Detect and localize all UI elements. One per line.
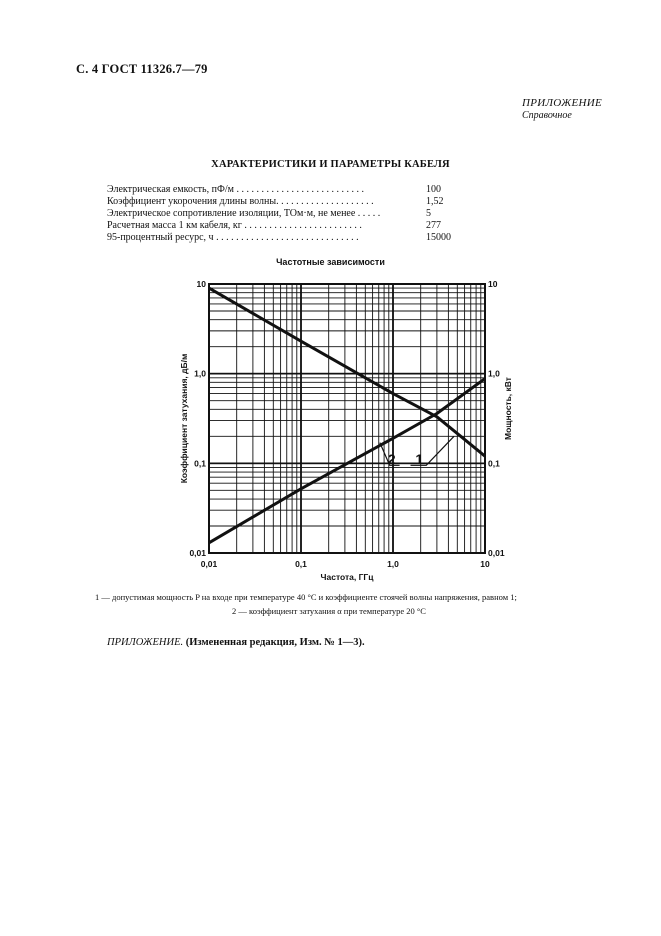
page-header: С. 4 ГОСТ 11326.7—79: [76, 62, 208, 76]
parameter-name: Электрическое сопротивление изоляции, ТОм·м, не менее . . . . .: [107, 208, 381, 219]
parameter-value: 15000: [426, 232, 451, 243]
note-curve-1: 1 — допустимая мощность P на входе при температуре 40 °С и коэффициенте стоячей волны напряжения, равном 1;: [95, 592, 517, 602]
appendix-label: ПРИЛОЖЕНИЕ: [522, 97, 602, 109]
footer-appendix: ПРИЛОЖЕНИЕ.: [107, 637, 184, 648]
x-tick-label: 1,0: [387, 559, 399, 569]
series-line-1: [209, 288, 485, 456]
section-title: ХАРАКТЕРИСТИКИ И ПАРАМЕТРЫ КАБЕЛЯ: [211, 159, 450, 170]
x-axis-label: Частота, ГГц: [320, 572, 374, 582]
curve-label-1: 1: [415, 451, 424, 468]
y-right-tick-label: 1,0: [488, 368, 500, 379]
chart-title: Частотные зависимости: [276, 257, 385, 267]
y-axis-left-label: Коэффициент затухания, дБ/м: [179, 353, 189, 484]
parameter-value: 1,52: [426, 196, 444, 207]
curve-label-2: 2: [387, 451, 396, 468]
y-right-tick-label: 0,01: [488, 548, 505, 558]
parameter-value: 100: [426, 184, 441, 195]
y-axis-right-label: Мощность, кВт: [503, 377, 513, 440]
x-tick-label: 0,1: [295, 559, 307, 569]
y-right-tick-label: 10: [488, 279, 498, 289]
parameter-name: Коэффициент укорочения длины волны. . . . . . . . . . . . . . . . . . . .: [107, 196, 374, 207]
y-left-tick-label: 0,01: [189, 548, 206, 558]
appendix-subtitle: Справочное: [522, 110, 572, 121]
series-line-2: [209, 379, 485, 543]
parameter-name: Электрическая емкость, пФ/м . . . . . . . . . . . . . . . . . . . . . . . . . .: [107, 184, 364, 195]
footer-note: [107, 637, 365, 648]
y-left-tick-label: 0,1: [194, 458, 206, 469]
x-tick-label: 10: [480, 559, 490, 569]
chart-series: [209, 288, 485, 543]
x-tick-label: 0,01: [200, 559, 218, 569]
parameter-name: 95-процентный ресурс, ч . . . . . . . . . . . . . . . . . . . . . . . . . . . . .: [107, 232, 359, 243]
footer-revision: (Измененная редакция, Изм. № 1—3).: [185, 637, 365, 648]
parameter-value: 5: [426, 208, 431, 219]
note-curve-2: 2 — коэффициент затухания α при температуре 20 °С: [232, 606, 426, 616]
parameter-name: Расчетная масса 1 км кабеля, кг . . . . . . . . . . . . . . . . . . . . . . . .: [107, 220, 362, 231]
y-right-tick-label: 0,1: [488, 458, 500, 469]
y-left-tick-label: 1,0: [194, 368, 206, 379]
plot-frame: [209, 284, 485, 553]
chart-grid: [209, 284, 485, 553]
parameter-value: 277: [426, 220, 441, 231]
y-left-tick-label: 10: [196, 279, 206, 289]
